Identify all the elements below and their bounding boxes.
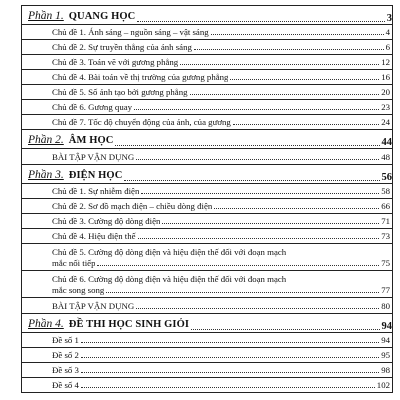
page-number: 24: [381, 117, 390, 127]
table-of-contents: [21, 5, 393, 393]
page-number: 102: [376, 380, 390, 390]
toc-entry[interactable]: [22, 214, 393, 229]
entry-text: Chủ đề 6. Cường độ dòng điện và hiệu điện thế đối với đoạn mạch: [52, 274, 287, 284]
dot-leader: [97, 265, 379, 266]
entry-text: Chủ đề 2. Sơ đồ mạch điện – chiều dòng điện: [52, 201, 213, 211]
entry-text: Chủ đề 1. Sự nhiễm điện: [52, 186, 140, 196]
page-number: 4: [385, 27, 390, 37]
part-title: ĐIỆN HỌC: [68, 170, 123, 181]
toc-entry[interactable]: [22, 70, 393, 85]
toc-entry[interactable]: [22, 271, 393, 298]
dot-leader: [233, 124, 379, 125]
toc-part-row: [22, 314, 393, 333]
dot-leader: [115, 145, 379, 146]
entry-text: Chủ đề 3. Cường độ dòng điện: [52, 216, 161, 226]
toc-entry[interactable]: [22, 199, 393, 214]
entry-text-continued: mắc nối tiếp: [52, 258, 96, 268]
part-label: Phần 4.: [28, 318, 64, 330]
page-number: 77: [381, 285, 390, 295]
dot-leader: [191, 329, 379, 330]
toc-entry[interactable]: [22, 55, 393, 70]
toc-entry[interactable]: [22, 333, 393, 348]
toc-entry[interactable]: [22, 85, 393, 100]
page-number: 48: [381, 151, 390, 162]
toc-part-2[interactable]: [22, 130, 393, 149]
toc-entry[interactable]: [22, 184, 393, 199]
entry-text: Chủ đề 4. Hiệu điện thế: [52, 231, 136, 241]
entry-text: Chủ đề 5. Cường độ dòng điện và hiệu điện thế đối với đoạn mạch: [52, 247, 287, 257]
dot-leader: [124, 180, 379, 181]
page-number: 58: [381, 186, 390, 196]
page-number: 95: [381, 350, 390, 360]
page-number: 94: [381, 321, 392, 332]
entry-text: Đề số 1: [52, 335, 79, 345]
dot-leader: [137, 21, 384, 22]
dot-leader: [180, 64, 379, 65]
dot-leader: [141, 193, 379, 194]
entry-text: Đề số 2: [52, 350, 79, 360]
toc-part-row: [22, 165, 393, 184]
toc-part-4[interactable]: [22, 314, 393, 333]
page-number: 56: [381, 172, 392, 183]
dot-leader: [230, 79, 379, 80]
toc-part-3[interactable]: [22, 165, 393, 184]
page-number: 98: [381, 365, 390, 375]
entry-text: Đề số 3: [52, 365, 79, 375]
dot-leader: [136, 308, 379, 309]
dot-leader: [81, 387, 375, 388]
page-number: 23: [381, 102, 390, 112]
dot-leader: [134, 109, 379, 110]
page-number: 16: [381, 72, 390, 82]
dot-leader: [81, 372, 379, 373]
entry-text: Đề số 4: [52, 380, 79, 390]
toc-entry[interactable]: [22, 298, 393, 314]
entry-text: Chủ đề 5. Số ảnh tạo bởi gương phẳng: [52, 87, 188, 97]
page-number: 71: [381, 216, 390, 226]
page-number: 20: [381, 87, 390, 97]
entry-text: BÀI TẬP VẬN DỤNG: [52, 151, 135, 162]
page-number: 94: [381, 335, 390, 345]
toc-entry[interactable]: [22, 149, 393, 165]
entry-text-continued: mắc song song: [52, 285, 105, 295]
part-label: Phần 3.: [28, 169, 64, 181]
dot-leader: [81, 357, 379, 358]
toc-entry[interactable]: [22, 25, 393, 40]
dot-leader: [138, 238, 380, 239]
part-title: QUANG HỌC: [68, 11, 136, 22]
dot-leader: [106, 292, 379, 293]
entry-text: Chủ đề 7. Tốc độ chuyển động của ảnh, của gương: [52, 117, 231, 127]
page-number: 80: [381, 300, 390, 311]
dot-leader: [162, 223, 379, 224]
entry-text: BÀI TẬP VẬN DỤNG: [52, 300, 135, 311]
toc-part-row: [22, 6, 393, 25]
page-number: 73: [381, 231, 390, 241]
page-number: 12: [381, 57, 390, 67]
toc-part-1[interactable]: [22, 6, 393, 25]
page-number: 75: [381, 258, 390, 268]
dot-leader: [211, 34, 384, 35]
page-number: 6: [385, 42, 390, 52]
toc-entry[interactable]: [22, 229, 393, 244]
entry-text: Chủ đề 3. Toán vẽ với gương phẳng: [52, 57, 179, 67]
page-number: 44: [381, 137, 392, 148]
entry-text: Chủ đề 1. Ánh sáng – nguồn sáng – vật sáng: [52, 27, 209, 37]
toc-entry[interactable]: [22, 115, 393, 130]
entry-text: Chủ đề 4. Bài toán về thị trường của gương phẳng: [52, 72, 229, 82]
part-label: Phần 1.: [28, 10, 64, 22]
dot-leader: [214, 208, 379, 209]
dot-leader: [194, 49, 384, 50]
part-label: Phần 2.: [28, 134, 64, 146]
page-number: 66: [381, 201, 390, 211]
dot-leader: [81, 342, 379, 343]
toc-entry[interactable]: [22, 40, 393, 55]
toc-entry[interactable]: [22, 100, 393, 115]
toc-entry[interactable]: [22, 244, 393, 271]
toc-entry[interactable]: [22, 363, 393, 378]
entry-text: Chủ đề 6. Gương quay: [52, 102, 133, 112]
toc-entry[interactable]: [22, 348, 393, 363]
page-number: 3: [386, 13, 392, 24]
part-title: ĐỀ THI HỌC SINH GIỎI: [68, 319, 190, 330]
dot-leader: [136, 159, 379, 160]
dot-leader: [190, 94, 380, 95]
entry-text: Chủ đề 2. Sự truyền thẳng của ánh sáng: [52, 42, 192, 52]
toc-entry[interactable]: [22, 378, 393, 393]
part-title: ÂM HỌC: [68, 135, 114, 146]
toc-part-row: [22, 130, 393, 149]
